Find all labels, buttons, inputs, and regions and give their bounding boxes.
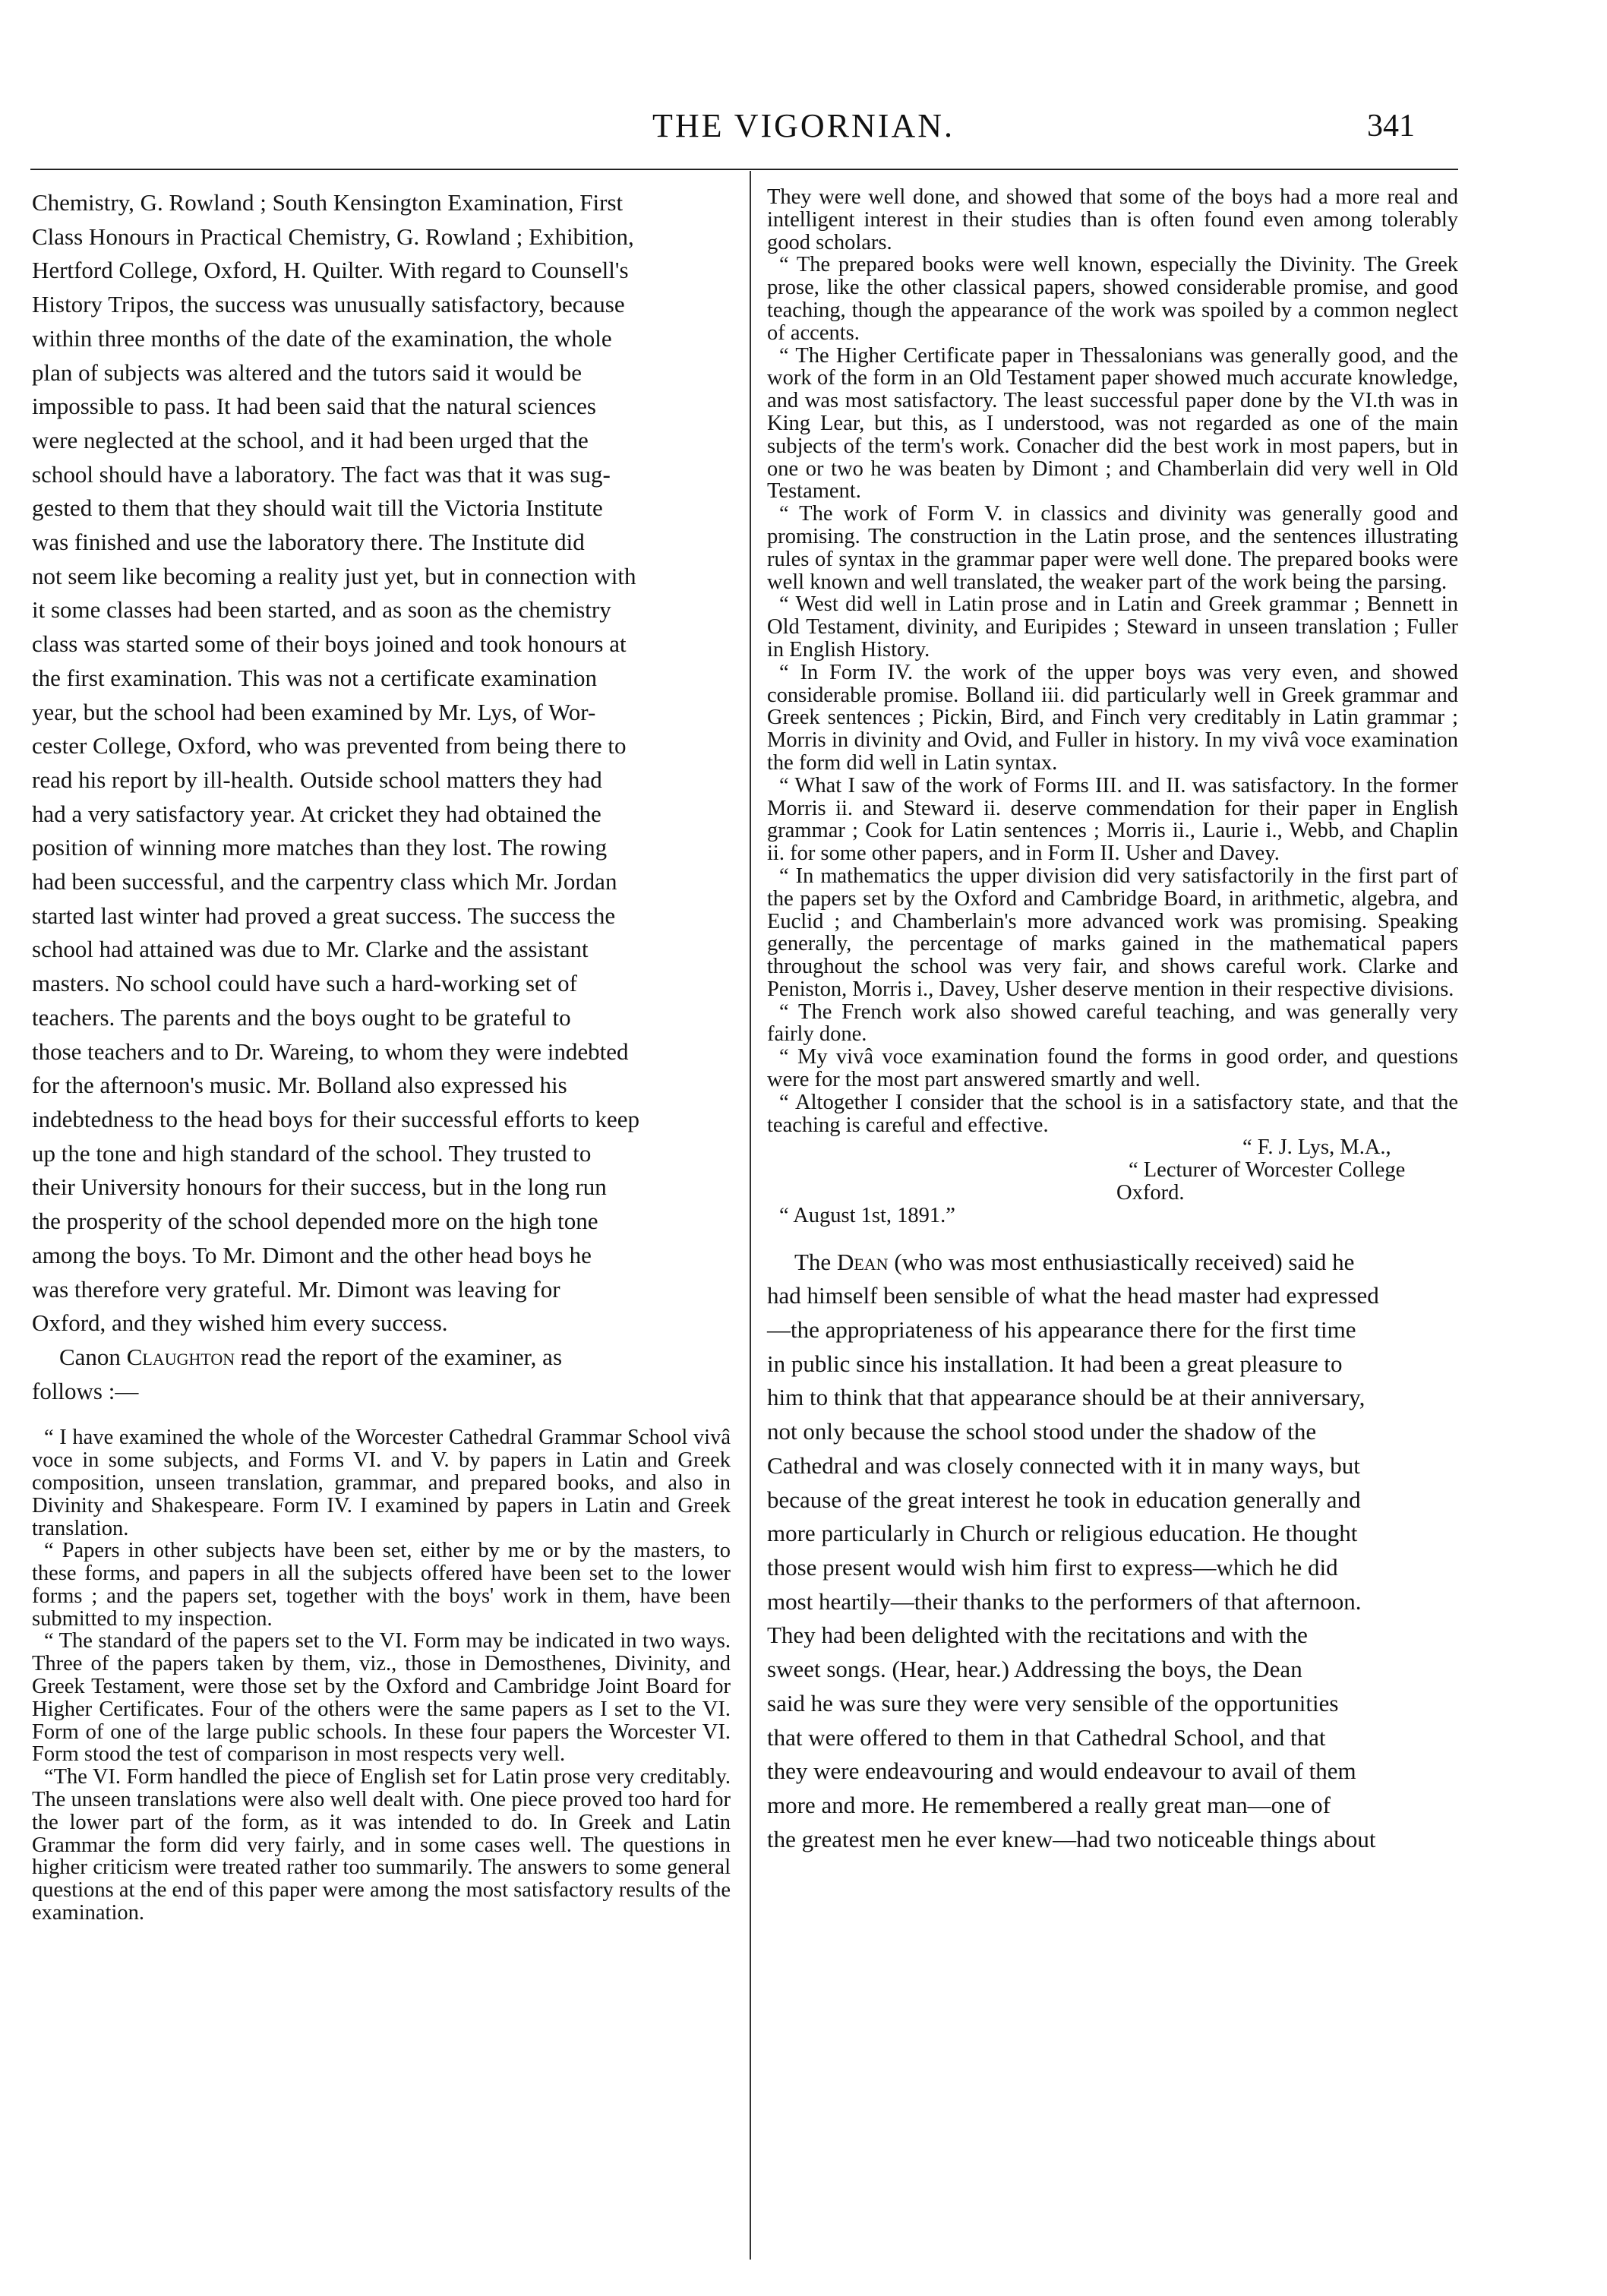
report-paragraph: “ Altogether I consider that the school is in a satisfactory state, and that the teaching is careful and effective. [767,1090,1458,1137]
report-paragraph: “ I have examined the whole of the Worcester Cathedral Grammar School vivâ voce in some subjects, and Forms VI. and V. by papers in Latin and Greek composition, unseen translation, grammar, and prepared books, and also in Divinity and Shakespeare. Form IV. I examined by papers in Latin and Greek translation. [32,1426,731,1540]
journal-title: THE VIGORNIAN. [652,107,955,144]
dean-line: more and more. He remembered a really great man—one of [767,1791,1331,1818]
report-paragraph: “ In Form IV. the work of the upper boys was very even, and showed considerable promise. Bolland iii. did particularly well in Greek grammar and Greek sentences ; Pickin, Bird, and Finch very creditably in Latin grammar ; Morris in divinity and Ovid, and Fuller in history. In my vivâ voce examination the form did well in Latin syntax. [767,660,1458,775]
report-paragraph: “ The prepared books were well known, especially the Divinity. The Greek prose, like the other classical papers, showed considerable promise, and good teaching, though the appearance of the work was spoiled by a common neglect of accents. [767,253,1458,345]
dean-name: Dean [836,1248,889,1275]
dean-speech [767,1279,1458,1856]
page-header [0,106,1607,175]
speech-line: not seem like becoming a reality just yet, but in connection with [32,562,636,589]
dean-rest: (who was most enthusiastically received) said he [888,1248,1355,1275]
report-paragraph: “ The standard of the papers set to the VI. Form may be indicated in two ways. Three of the papers taken by them, viz., those in Demosthenes, Divinity, and Greek Testament, were those set by the Oxford and Cambridge Joint Board for Higher Certificates. Four of the others were the same papers as I set to the VI. Form of one of the large public schools. In these four papers the Worcester VI. Form stood the test of comparison in most respects very well. [32,1629,731,1767]
left-column [32,186,731,1925]
speech-continuation [32,186,731,1341]
speech-line: started last winter had proved a great success. The success the [32,902,616,929]
speech-line: position of winning more matches than they lost. The rowing [32,834,608,861]
dean-prefix: The [794,1248,837,1275]
report-paragraph: “ The work of Form V. in classics and divinity was generally good and promising. The construction in the Latin prose, and the sentences illustrating rules of syntax in the grammar paper were well done. The prepared books were well known and well translated, the weaker part of the work being the parsing. [767,502,1458,594]
canon-intro [32,1341,731,1375]
dean-line: in public since his installation. It had been a great pleasure to [767,1350,1343,1377]
speech-line: indebtedness to the head boys for their successful efforts to keep [32,1105,640,1132]
dean-line: not only because the school stood under the shadow of the [767,1418,1317,1445]
dean-line: Cathedral and was closely connected with it in many ways, but [767,1451,1360,1479]
header-rule [30,169,1458,170]
speech-line: had a very satisfactory year. At cricket they had obtained the [32,800,601,827]
speech-line: Oxford, and they wished him every success. [32,1309,448,1337]
report-paragraph: “The VI. Form handled the piece of English set for Latin prose very creditably. The unseen translations were also well dealt with. One piece proved too hard for the lower part of the form, as it was intended to do. In Greek and Latin Grammar the form did very fairly, and in some cases well. The questions in higher criticism were treated rather too summarily. The answers to some general questions at the end of this paper were among the most satisfactory results of the examination. [32,1765,731,1925]
canon-rest: read the report of the examiner, as [235,1343,563,1370]
canon-intro-cont: follows :— [32,1377,139,1404]
speech-line: teachers. The parents and the boys ought to be grateful to [32,1003,571,1031]
canon-name: Claughton [126,1343,235,1370]
speech-line: Class Honours in Practical Chemistry, G. Rowland ; Exhibition, [32,223,634,250]
report-paragraph: “ The Higher Certificate paper in Thessalonians was generally good, and the work of the form in an Old Testament paper showed much accurate knowledge, and was most satisfactory. The least successful paper done by the VI.th was in King Lear, but this, as I understood, was not regarded as one of the main subjects of the term's work. Conacher did the best work in most papers, but in one or two he was beaten by Dimont ; and Chamberlain did very well in Old Testament. [767,343,1458,504]
report-paragraph: “ What I saw of the work of Forms III. and II. was satisfactory. In the former Morris ii. and Steward ii. deserve commendation for their paper in English grammar ; Cook for Latin sentences ; Morris ii., Laurie i., Webb, and Chaplin ii. for some other papers, and in Form II. Usher and Davey. [767,773,1458,866]
dean-line: those present would wish him first to express—which he did [767,1553,1338,1581]
dean-intro [767,1246,1458,1280]
right-column [767,186,1458,1856]
spacer [32,1408,731,1426]
speech-line: school should have a laboratory. The fact was that it was sug- [32,460,611,488]
examiner-report-right [767,186,1458,1227]
speech-line: was finished and use the laboratory there. The Institute did [32,529,585,556]
speech-line: it some classes had been started, and as soon as the chemistry [32,596,611,624]
dean-line: him to think that that appearance should be at their anniversary, [767,1384,1365,1411]
speech-line: school had attained was due to Mr. Clarke and the assistant [32,936,589,963]
speech-line: for the afternoon's music. Mr. Bolland also expressed his [32,1072,567,1099]
signature-name: “ F. J. Lys, M.A., [1242,1135,1391,1160]
speech-line: those teachers and to Dr. Wareing, to whom they were indebted [32,1037,629,1065]
report-paragraph: “ Papers in other subjects have been set, either by me or by the masters, to these forms, and papers in all the subjects offered have been set to the lower forms ; and the papers set, together with the boys' work in them, have been submitted to my inspection. [32,1539,731,1631]
report-paragraph: “ In mathematics the upper division did very satisfactorily in the first part of the papers set by the Oxford and Cambridge Board, in arithmetic, algebra, and Euclid ; and Chamberlain's more advanced work was promising. Speaking generally, the percentage of marks gained in the mathematical papers throughout the school was very fair, and shows careful work. Clarke and Peniston, Morris i., Davey, Usher deserve mention in their respective divisions. [767,864,1458,1001]
dean-line: most heartily—their thanks to the performers of that afternoon. [767,1587,1362,1615]
examiner-report-left [32,1426,731,1925]
speech-line: was therefore very grateful. Mr. Dimont was leaving for [32,1275,560,1303]
speech-line: class was started some of their boys joined and took honours at [32,630,627,658]
report-paragraph: They were well done, and showed that some of the boys had a more real and intelligent interest in their studies than is often found even among tolerably good scholars. [767,185,1458,254]
dean-line: said he was sure they were very sensible of the opportunities [767,1689,1339,1716]
dean-line: —the appropriateness of his appearance there for the first time [767,1316,1356,1344]
speech-line: had been successful, and the carpentry class which Mr. Jordan [32,868,617,895]
canon-prefix: Canon [59,1343,127,1370]
dean-line: the greatest men he ever knew—had two noticeable things about [767,1825,1376,1852]
speech-line: their University honours for their success, but in the long run [32,1173,607,1201]
speech-line: Chemistry, G. Rowland ; South Kensington Examination, First [32,189,624,216]
speech-line: up the tone and high standard of the school. They trusted to [32,1139,592,1167]
dean-line: that were offered to them in that Cathedral School, and that [767,1723,1326,1751]
column-divider [750,171,751,2260]
speech-line: within three months of the date of the examination, the whole [32,324,612,352]
speech-line: impossible to pass. It had been said that the natural sciences [32,393,596,420]
speech-line: cester College, Oxford, who was prevented from being there to [32,732,627,760]
speech-line: History Tripos, the success was unusually satisfactory, because [32,291,625,318]
speech-line: the prosperity of the school depended more on the high tone [32,1208,598,1235]
dean-line: they were endeavouring and would endeavour to avail of them [767,1758,1356,1785]
dean-line: had himself been sensible of what the head master had expressed [767,1282,1379,1309]
speech-line: the first examination. This was not a certificate examination [32,664,598,691]
dean-line: They had been delighted with the recitations and with the [767,1622,1308,1649]
report-paragraph: “ West did well in Latin prose and in Latin and Greek grammar ; Bennett in Old Testament, divinity, and Euripides ; Steward in unseen translation ; Fuller in English History. [767,592,1458,662]
speech-line: masters. No school could have such a hard-working set of [32,970,577,997]
speech-line: gested to them that they should wait till the Victoria Institute [32,494,603,522]
signature-date: “ August 1st, 1891.” [779,1203,955,1227]
speech-line: year, but the school had been examined by Mr. Lys, of Wor- [32,698,596,725]
page-number: 341 [1367,109,1415,144]
dean-line: because of the great interest he took in education generally and [767,1486,1361,1513]
report-paragraph: “ The French work also showed careful teaching, and was generally very fairly done. [767,1000,1458,1047]
speech-line: among the boys. To Mr. Dimont and the other head boys he [32,1241,592,1268]
dean-line: more particularly in Church or religious education. He thought [767,1520,1358,1547]
speech-line: read his report by ill-health. Outside school matters they had [32,766,602,793]
spacer [767,1227,1458,1246]
speech-line: plan of subjects was altered and the tutors said it would be [32,358,582,386]
speech-line: were neglected at the school, and it had been urged that the [32,426,589,453]
report-paragraph: “ My vivâ voce examination found the forms in good order, and questions were for the most part answered smartly and well. [767,1045,1458,1092]
speech-line: Hertford College, Oxford, H. Quilter. With regard to Counsell's [32,257,629,284]
dean-line: sweet songs. (Hear, hear.) Addressing the boys, the Dean [767,1656,1302,1683]
signature-title: “ Lecturer of Worcester College Oxford. [1116,1158,1406,1205]
